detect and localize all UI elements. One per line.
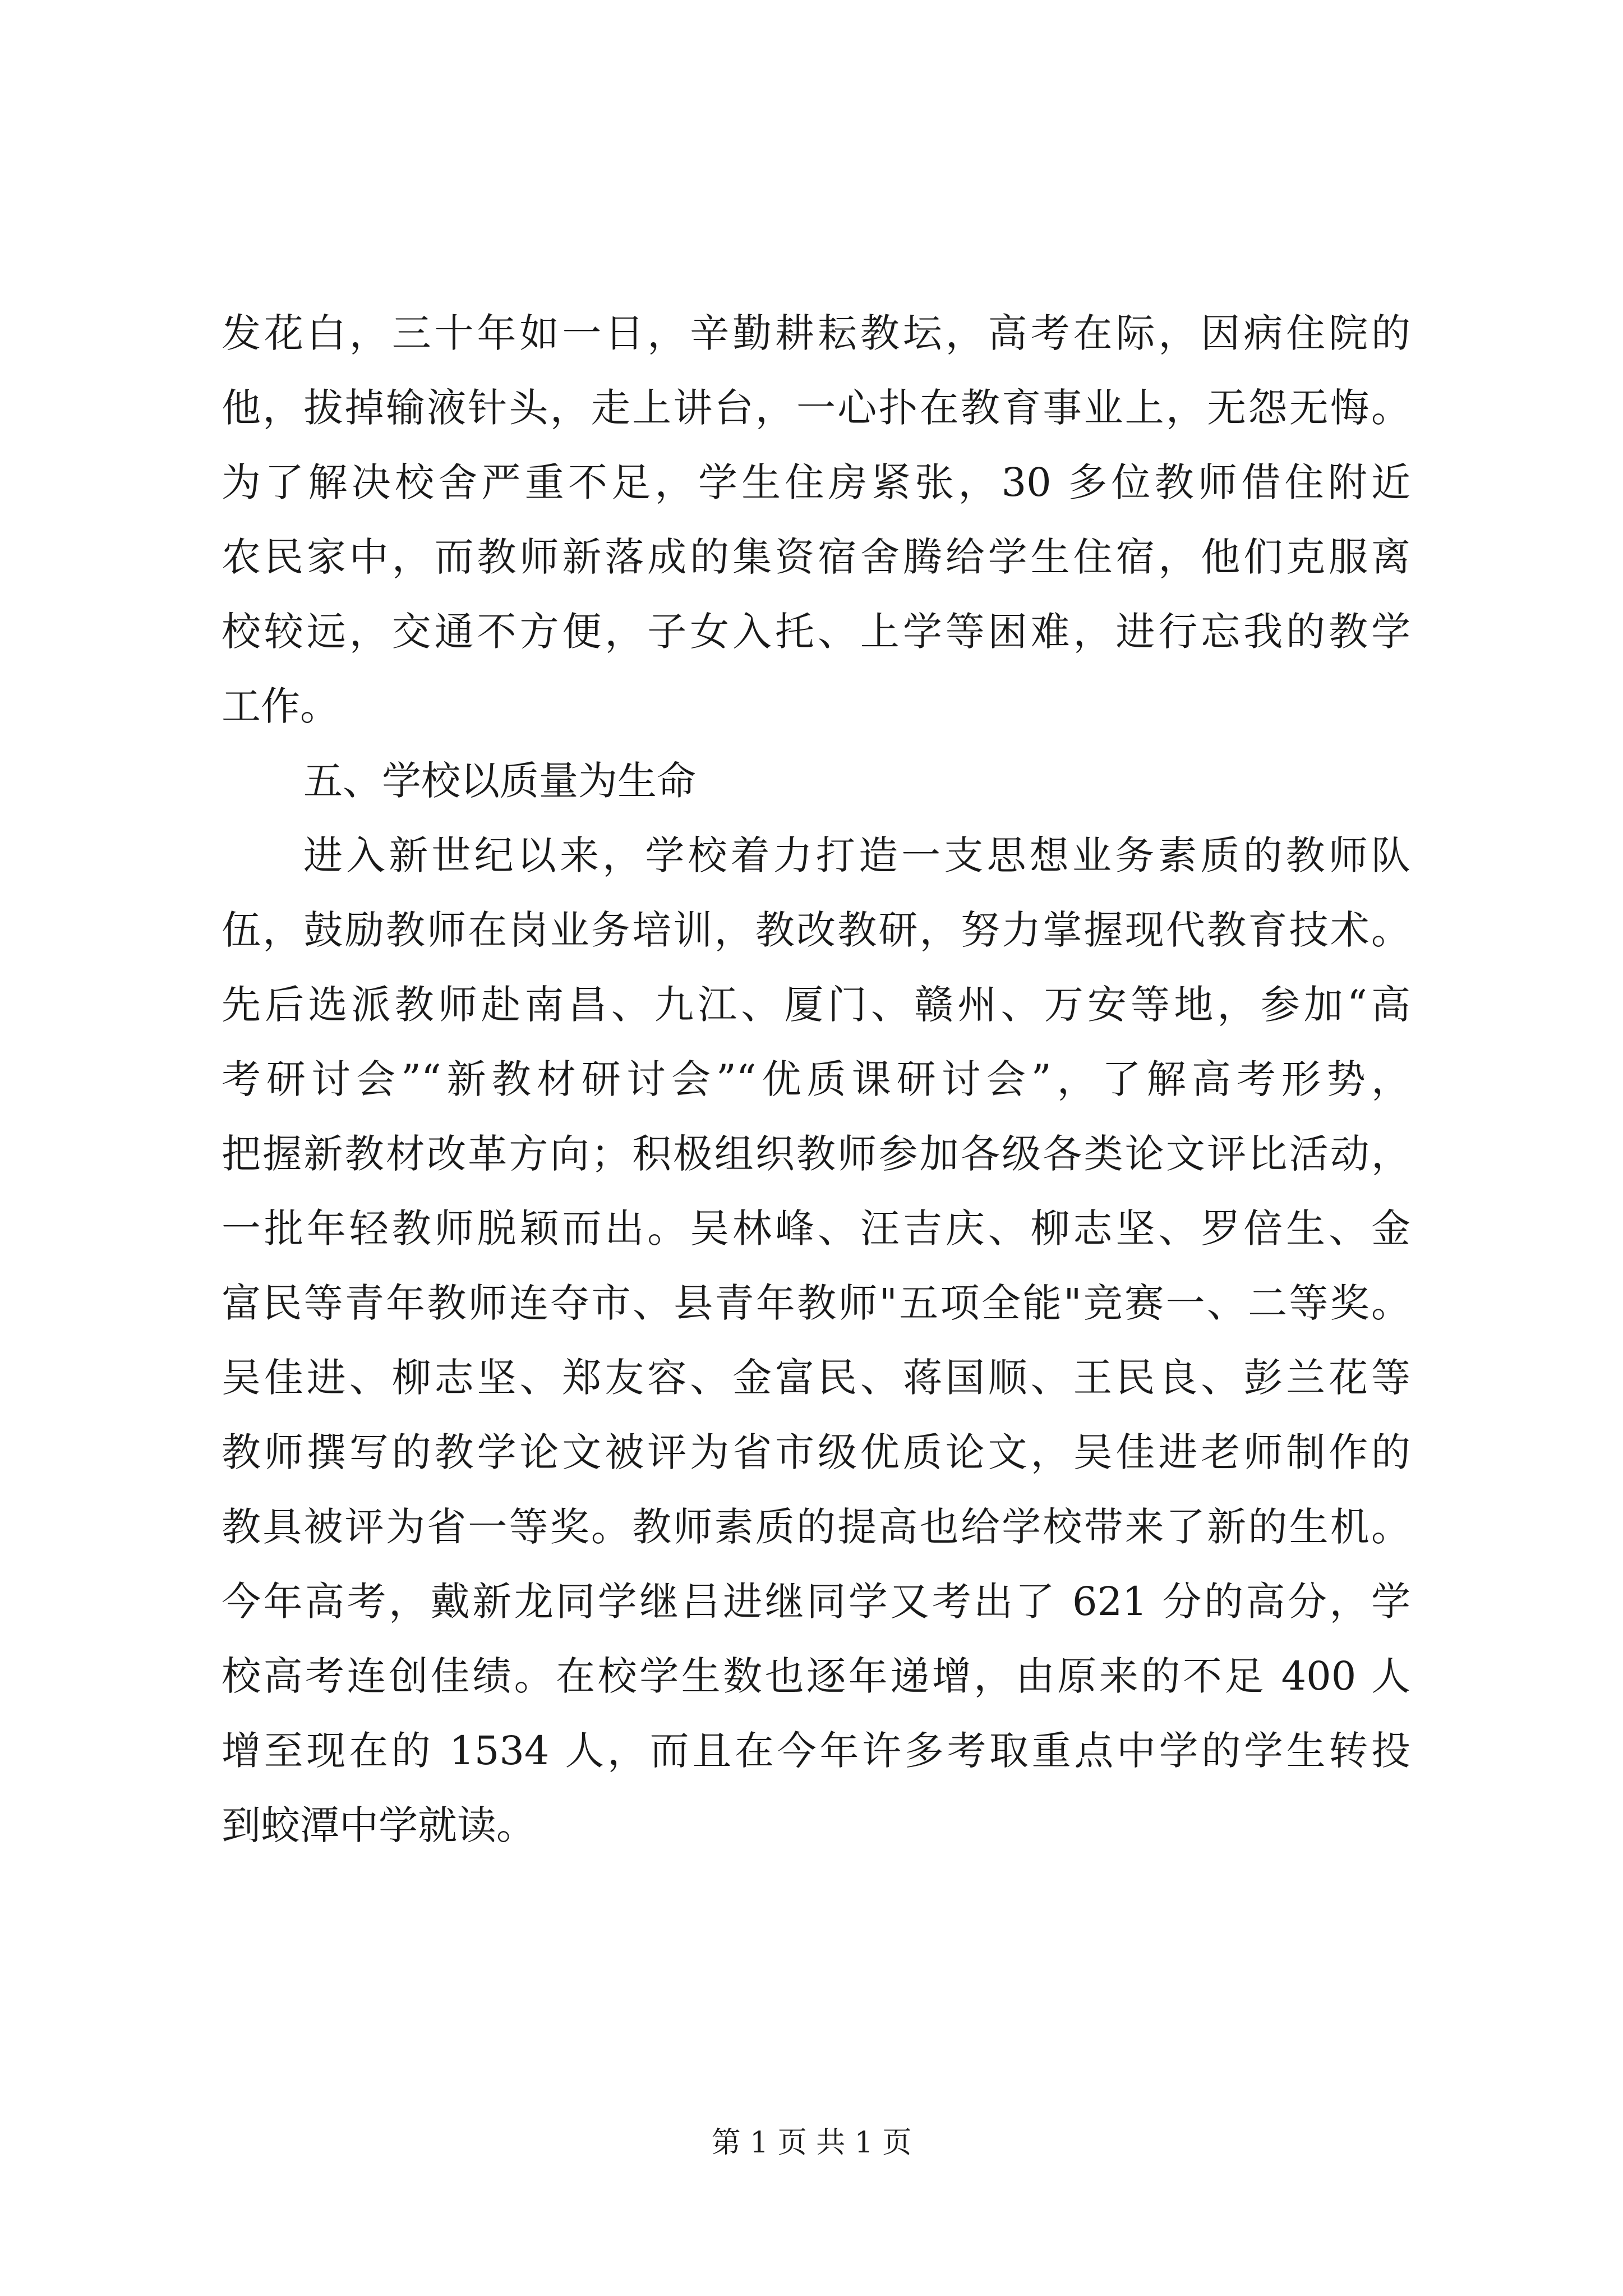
section-heading: 五、学校以质量为生命	[303, 758, 696, 804]
text-line: 今年高考，戴新龙同学继吕进继同学又考出了 621 分的高分，学	[222, 1579, 1410, 1625]
page-footer: 第 1 页 共 1 页	[711, 2126, 912, 2160]
text-line: 教师撰写的教学论文被评为省市级优质论文，吴佳进老师制作的	[222, 1429, 1410, 1475]
text-line: 教具被评为省一等奖。教师素质的提高也给学校带来了新的生机。	[222, 1504, 1410, 1550]
text-line: 到蛟潭中学就读。	[222, 1802, 536, 1848]
text-line: 把握新教材改革方向；积极组织教师参加各级各类论文评比活动，	[222, 1131, 1410, 1177]
text-line: 伍，鼓励教师在岗业务培训，教改教研，努力掌握现代教育技术。	[222, 907, 1410, 953]
text-line: 为了解决校舍严重不足，学生住房紧张，30 多位教师借住附近	[222, 459, 1410, 505]
text-line: 富民等青年教师连夺市、县青年教师"五项全能"竞赛一、二等奖。	[222, 1280, 1410, 1326]
document-body	[222, 296, 1410, 1863]
text-line: 他，拔掉输液针头，走上讲台，一心扑在教育事业上，无怨无悔。	[222, 385, 1410, 431]
text-line: 吴佳进、柳志坚、郑友容、金富民、蒋国顺、王民良、彭兰花等	[222, 1355, 1410, 1401]
text-line: 先后选派教师赴南昌、九江、厦门、赣州、万安等地，参加“高	[222, 982, 1410, 1028]
text-line: 工作。	[222, 683, 339, 729]
text-line: 一批年轻教师脱颖而出。吴林峰、汪吉庆、柳志坚、罗倍生、金	[222, 1205, 1410, 1251]
text-line: 发花白，三十年如一日，辛勤耕耘教坛，高考在际，因病住院的	[222, 310, 1410, 356]
text-line: 考研讨会”“新教材研讨会”“优质课研讨会”，了解高考形势，	[222, 1056, 1410, 1102]
text-line: 校较远，交通不方便，子女入托、上学等困难，进行忘我的教学	[222, 609, 1410, 655]
text-line: 校高考连创佳绩。在校学生数也逐年递增，由原来的不足 400 人	[222, 1653, 1410, 1699]
text-line: 增至现在的 1534 人，而且在今年许多考取重点中学的学生转投	[222, 1728, 1410, 1774]
text-line: 农民家中，而教师新落成的集资宿舍腾给学生住宿，他们克服离	[222, 534, 1410, 580]
text-line: 进入新世纪以来，学校着力打造一支思想业务素质的教师队	[303, 832, 1410, 878]
